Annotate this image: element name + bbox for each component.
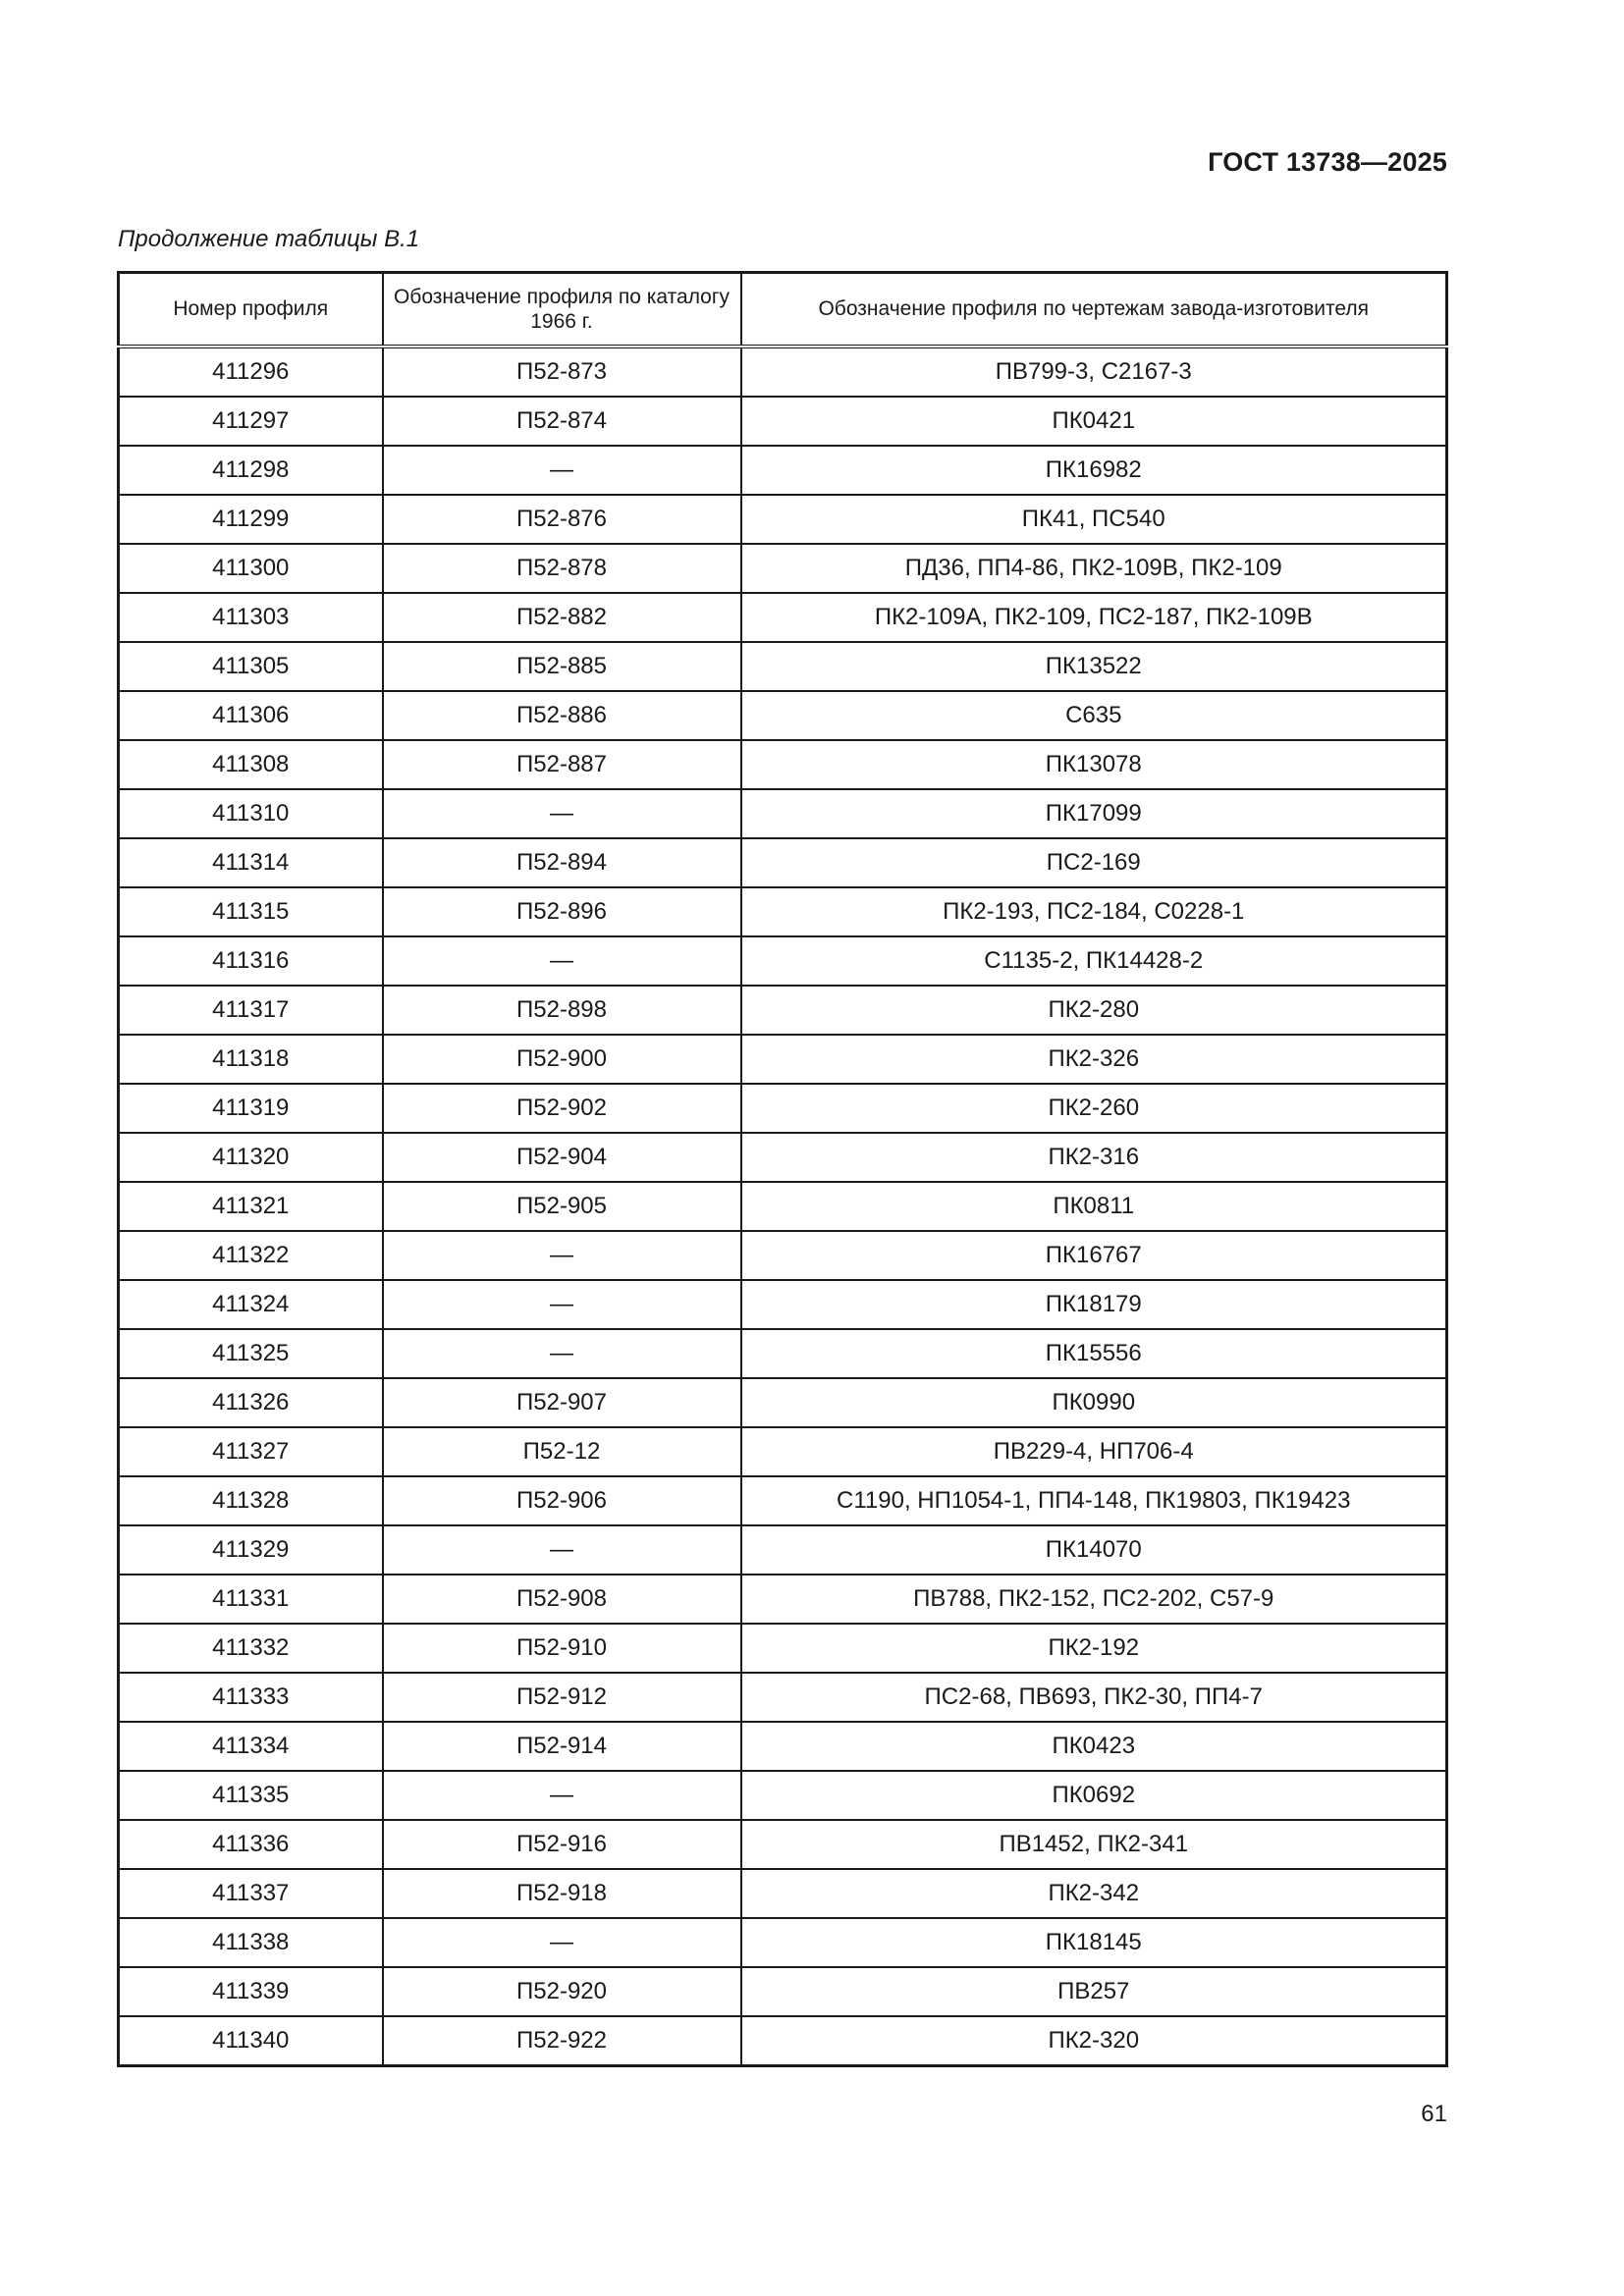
cell-factory-designation: ПК41, ПС540 — [741, 495, 1447, 544]
table-row — [119, 740, 1447, 789]
page-number: 61 — [1421, 2101, 1447, 2127]
cell-profile-number: 411322 — [119, 1231, 383, 1280]
cell-profile-number: 411299 — [119, 495, 383, 544]
cell-factory-designation: ПК14070 — [741, 1525, 1447, 1575]
cell-factory-designation: ПВ799-3, С2167-3 — [741, 347, 1447, 397]
table-row — [119, 1329, 1447, 1378]
cell-catalog-1966: — — [383, 936, 741, 986]
cell-factory-designation: ПК0811 — [741, 1182, 1447, 1231]
table-row — [119, 1869, 1447, 1918]
cell-catalog-1966: — — [383, 1280, 741, 1329]
cell-factory-designation: ПК13078 — [741, 740, 1447, 789]
cell-catalog-1966: П52-904 — [383, 1133, 741, 1182]
table-row — [119, 838, 1447, 887]
cell-factory-designation: ПВ788, ПК2-152, ПС2-202, С57-9 — [741, 1575, 1447, 1624]
cell-profile-number: 411326 — [119, 1378, 383, 1427]
cell-factory-designation: ПК2-280 — [741, 986, 1447, 1035]
cell-catalog-1966: П52-912 — [383, 1673, 741, 1722]
table-row — [119, 1133, 1447, 1182]
cell-catalog-1966: П52-12 — [383, 1427, 741, 1476]
column-header-profile-number: Номер профиля — [119, 273, 383, 347]
cell-catalog-1966: П52-920 — [383, 1967, 741, 2016]
cell-profile-number: 411332 — [119, 1624, 383, 1673]
cell-catalog-1966: П52-882 — [383, 593, 741, 642]
table-row — [119, 2016, 1447, 2066]
cell-factory-designation: ПК2-342 — [741, 1869, 1447, 1918]
table-row — [119, 887, 1447, 936]
cell-profile-number: 411339 — [119, 1967, 383, 2016]
cell-catalog-1966: П52-876 — [383, 495, 741, 544]
cell-catalog-1966: П52-922 — [383, 2016, 741, 2066]
cell-catalog-1966: П52-900 — [383, 1035, 741, 1084]
cell-factory-designation: ПК2-326 — [741, 1035, 1447, 1084]
cell-factory-designation: ПВ257 — [741, 1967, 1447, 2016]
cell-profile-number: 411317 — [119, 986, 383, 1035]
cell-factory-designation: ПД36, ПП4-86, ПК2-109В, ПК2-109 — [741, 544, 1447, 593]
table-row — [119, 1525, 1447, 1575]
header-row — [119, 273, 1447, 347]
table-row — [119, 397, 1447, 446]
cell-catalog-1966: — — [383, 1771, 741, 1820]
table-row — [119, 544, 1447, 593]
cell-catalog-1966: П52-907 — [383, 1378, 741, 1427]
cell-profile-number: 411338 — [119, 1918, 383, 1967]
table-row — [119, 1182, 1447, 1231]
table-row — [119, 1624, 1447, 1673]
table-row — [119, 1771, 1447, 1820]
table-row — [119, 1673, 1447, 1722]
cell-factory-designation: ПК15556 — [741, 1329, 1447, 1378]
cell-factory-designation: ПК16767 — [741, 1231, 1447, 1280]
cell-factory-designation: С1190, НП1054-1, ПП4-148, ПК19803, ПК19423 — [741, 1476, 1447, 1525]
table-row — [119, 1084, 1447, 1133]
table-row — [119, 1035, 1447, 1084]
cell-factory-designation: ПК2-316 — [741, 1133, 1447, 1182]
cell-profile-number: 411321 — [119, 1182, 383, 1231]
cell-catalog-1966: — — [383, 446, 741, 495]
cell-catalog-1966: П52-905 — [383, 1182, 741, 1231]
cell-profile-number: 411316 — [119, 936, 383, 986]
cell-profile-number: 411305 — [119, 642, 383, 691]
cell-profile-number: 411320 — [119, 1133, 383, 1182]
cell-catalog-1966: — — [383, 1231, 741, 1280]
cell-factory-designation: ПК17099 — [741, 789, 1447, 838]
table-row — [119, 1378, 1447, 1427]
cell-catalog-1966: П52-896 — [383, 887, 741, 936]
cell-catalog-1966: П52-887 — [383, 740, 741, 789]
cell-profile-number: 411325 — [119, 1329, 383, 1378]
cell-profile-number: 411303 — [119, 593, 383, 642]
table-row — [119, 642, 1447, 691]
cell-factory-designation: ПК2-192 — [741, 1624, 1447, 1673]
table-row — [119, 789, 1447, 838]
cell-profile-number: 411300 — [119, 544, 383, 593]
cell-profile-number: 411324 — [119, 1280, 383, 1329]
cell-catalog-1966: — — [383, 1918, 741, 1967]
table-body — [119, 347, 1447, 2066]
cell-factory-designation: ПК2-260 — [741, 1084, 1447, 1133]
table-row — [119, 936, 1447, 986]
cell-profile-number: 411331 — [119, 1575, 383, 1624]
cell-factory-designation: ПК18145 — [741, 1918, 1447, 1967]
cell-factory-designation: ПК2-109А, ПК2-109, ПС2-187, ПК2-109В — [741, 593, 1447, 642]
cell-profile-number: 411315 — [119, 887, 383, 936]
cell-profile-number: 411327 — [119, 1427, 383, 1476]
cell-profile-number: 411329 — [119, 1525, 383, 1575]
table-row — [119, 1476, 1447, 1525]
cell-profile-number: 411340 — [119, 2016, 383, 2066]
cell-catalog-1966: П52-878 — [383, 544, 741, 593]
column-header-factory-drawings: Обозначение профиля по чертежам завода-изготовителя — [741, 273, 1447, 347]
cell-profile-number: 411328 — [119, 1476, 383, 1525]
cell-factory-designation: С1135-2, ПК14428-2 — [741, 936, 1447, 986]
profiles-table — [117, 271, 1448, 2067]
cell-profile-number: 411319 — [119, 1084, 383, 1133]
cell-factory-designation: ПК0421 — [741, 397, 1447, 446]
table-row — [119, 446, 1447, 495]
cell-factory-designation: ПК0423 — [741, 1722, 1447, 1771]
cell-factory-designation: ПВ1452, ПК2-341 — [741, 1820, 1447, 1869]
cell-profile-number: 411314 — [119, 838, 383, 887]
table-caption: Продолжение таблицы В.1 — [118, 226, 420, 252]
table-row — [119, 1820, 1447, 1869]
cell-catalog-1966: П52-916 — [383, 1820, 741, 1869]
table-row — [119, 347, 1447, 397]
cell-catalog-1966: П52-918 — [383, 1869, 741, 1918]
table-row — [119, 1722, 1447, 1771]
cell-profile-number: 411333 — [119, 1673, 383, 1722]
cell-factory-designation: С635 — [741, 691, 1447, 740]
table-header — [119, 273, 1447, 347]
cell-catalog-1966: П52-885 — [383, 642, 741, 691]
cell-catalog-1966: П52-902 — [383, 1084, 741, 1133]
cell-catalog-1966: П52-910 — [383, 1624, 741, 1673]
table-row — [119, 495, 1447, 544]
cell-catalog-1966: П52-898 — [383, 986, 741, 1035]
cell-factory-designation: ПК0990 — [741, 1378, 1447, 1427]
cell-catalog-1966: П52-886 — [383, 691, 741, 740]
table-row — [119, 1231, 1447, 1280]
cell-profile-number: 411298 — [119, 446, 383, 495]
table-row — [119, 986, 1447, 1035]
cell-factory-designation: ПК13522 — [741, 642, 1447, 691]
cell-catalog-1966: П52-873 — [383, 347, 741, 397]
cell-profile-number: 411310 — [119, 789, 383, 838]
cell-factory-designation: ПВ229-4, НП706-4 — [741, 1427, 1447, 1476]
cell-factory-designation: ПС2-68, ПВ693, ПК2-30, ПП4-7 — [741, 1673, 1447, 1722]
cell-profile-number: 411308 — [119, 740, 383, 789]
document-code: ГОСТ 13738—2025 — [1208, 147, 1447, 177]
cell-factory-designation: ПК2-193, ПС2-184, С0228-1 — [741, 887, 1447, 936]
cell-profile-number: 411334 — [119, 1722, 383, 1771]
cell-profile-number: 411335 — [119, 1771, 383, 1820]
cell-factory-designation: ПК16982 — [741, 446, 1447, 495]
cell-catalog-1966: П52-906 — [383, 1476, 741, 1525]
table-row — [119, 1427, 1447, 1476]
cell-catalog-1966: — — [383, 1525, 741, 1575]
cell-catalog-1966: — — [383, 1329, 741, 1378]
cell-profile-number: 411296 — [119, 347, 383, 397]
cell-catalog-1966: П52-908 — [383, 1575, 741, 1624]
cell-catalog-1966: П52-894 — [383, 838, 741, 887]
table-row — [119, 1918, 1447, 1967]
cell-profile-number: 411336 — [119, 1820, 383, 1869]
cell-catalog-1966: — — [383, 789, 741, 838]
cell-factory-designation: ПК2-320 — [741, 2016, 1447, 2066]
cell-profile-number: 411297 — [119, 397, 383, 446]
column-header-catalog-1966: Обозначение профиля по каталогу 1966 г. — [383, 273, 741, 347]
cell-profile-number: 411306 — [119, 691, 383, 740]
cell-factory-designation: ПК18179 — [741, 1280, 1447, 1329]
cell-factory-designation: ПК0692 — [741, 1771, 1447, 1820]
table-row — [119, 1967, 1447, 2016]
table-row — [119, 1280, 1447, 1329]
cell-catalog-1966: П52-874 — [383, 397, 741, 446]
cell-factory-designation: ПС2-169 — [741, 838, 1447, 887]
table-row — [119, 1575, 1447, 1624]
cell-profile-number: 411337 — [119, 1869, 383, 1918]
table-row — [119, 691, 1447, 740]
cell-catalog-1966: П52-914 — [383, 1722, 741, 1771]
cell-profile-number: 411318 — [119, 1035, 383, 1084]
table-row — [119, 593, 1447, 642]
